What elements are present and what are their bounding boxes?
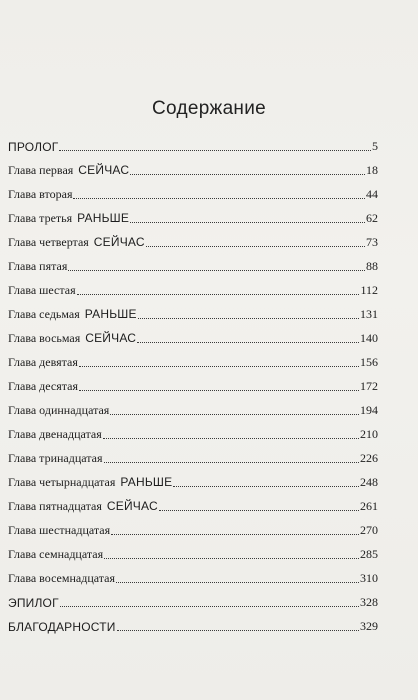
chapter-title: Глава семнадцатая xyxy=(8,547,104,561)
toc-entry-page: 131 xyxy=(360,307,378,321)
chapter-title: Глава четырнадцатая xyxy=(8,475,116,489)
toc-entry-label xyxy=(8,235,145,250)
chapter-title: Глава девятая xyxy=(8,355,78,369)
table-of-contents xyxy=(8,136,378,634)
toc-entry-page: 156 xyxy=(360,355,378,369)
toc-entry-page: 329 xyxy=(360,619,378,633)
chapter-title: Глава седьмая xyxy=(8,307,80,321)
dot-leader xyxy=(137,342,359,343)
chapter-timeframe: СЕЙЧАС xyxy=(106,499,158,513)
toc-entry-page: 88 xyxy=(366,259,378,273)
dot-leader xyxy=(104,558,359,559)
toc-entry-page: 270 xyxy=(360,523,378,537)
dot-leader xyxy=(146,246,365,247)
chapter-timeframe: РАНЬШЕ xyxy=(120,475,173,489)
dot-leader xyxy=(138,318,359,319)
toc-entry-page: 248 xyxy=(360,475,378,489)
toc-entry xyxy=(8,136,378,154)
dot-leader xyxy=(104,462,359,463)
toc-entry-page: 226 xyxy=(360,451,378,465)
chapter-title: Глава тринадцатая xyxy=(8,451,103,465)
toc-entry-label: ПРОЛОГ xyxy=(8,140,59,154)
toc-entry-page: 172 xyxy=(360,379,378,393)
dot-leader xyxy=(110,414,359,415)
toc-entry-label xyxy=(8,451,103,466)
toc-entry xyxy=(8,298,378,322)
dot-leader xyxy=(111,534,359,535)
toc-entry-label xyxy=(8,571,115,586)
toc-entry-label xyxy=(8,355,78,370)
dot-leader xyxy=(130,222,365,223)
toc-entry xyxy=(8,370,378,394)
toc-entry xyxy=(8,346,378,370)
toc-entry xyxy=(8,178,378,202)
dot-leader xyxy=(103,438,359,439)
chapter-title: Глава десятая xyxy=(8,379,78,393)
toc-entry-page: 44 xyxy=(366,187,378,201)
chapter-timeframe: СЕЙЧАС xyxy=(93,235,145,249)
toc-entry-page: 210 xyxy=(360,427,378,441)
toc-entry-page: 5 xyxy=(372,139,378,153)
dot-leader xyxy=(130,174,365,175)
toc-entry-page: 194 xyxy=(360,403,378,417)
dot-leader xyxy=(79,390,359,391)
toc-entry-page: 310 xyxy=(360,571,378,585)
toc-entry-label xyxy=(8,523,110,538)
toc-entry-label xyxy=(8,283,76,298)
toc-entry xyxy=(8,442,378,466)
chapter-title: Глава шестнадцатая xyxy=(8,523,111,537)
chapter-title: Глава восемнадцатая xyxy=(8,571,115,585)
chapter-timeframe: РАНЬШЕ xyxy=(77,211,130,225)
toc-entry xyxy=(8,538,378,562)
toc-entry-label xyxy=(8,211,129,226)
toc-entry-label xyxy=(8,163,129,178)
toc-entry xyxy=(8,250,378,274)
chapter-timeframe: СЕЙЧАС xyxy=(85,331,137,345)
dot-leader xyxy=(59,150,371,151)
toc-entry xyxy=(8,466,378,490)
toc-entry-label xyxy=(8,259,67,274)
toc-entry xyxy=(8,514,378,538)
chapter-title: Глава четвертая xyxy=(8,235,89,249)
toc-entry-page: 328 xyxy=(360,595,378,609)
chapter-title: Глава одиннадцатая xyxy=(8,403,110,417)
chapter-title: Глава пятая xyxy=(8,259,68,273)
dot-leader xyxy=(116,582,359,583)
toc-entry-page: 261 xyxy=(360,499,378,513)
chapter-timeframe: СЕЙЧАС xyxy=(78,163,130,177)
dot-leader xyxy=(73,198,365,199)
toc-entry xyxy=(8,562,378,586)
chapter-title: Глава третья xyxy=(8,211,73,225)
dot-leader xyxy=(159,510,359,511)
dot-leader xyxy=(68,270,365,271)
chapter-title: Глава первая xyxy=(8,163,74,177)
toc-entry-page: 73 xyxy=(366,235,378,249)
toc-entry xyxy=(8,610,378,634)
chapter-title: Глава двенадцатая xyxy=(8,427,102,441)
toc-entry xyxy=(8,586,378,610)
toc-entry-label: ЭПИЛОГ xyxy=(8,596,59,610)
toc-entry xyxy=(8,154,378,178)
toc-entry-page: 18 xyxy=(366,163,378,177)
chapter-title: Глава восьмая xyxy=(8,331,81,345)
dot-leader xyxy=(77,294,360,295)
chapter-title: Глава шестая xyxy=(8,283,76,297)
toc-entry-label xyxy=(8,475,172,490)
dot-leader xyxy=(79,366,359,367)
dot-leader xyxy=(60,606,359,607)
toc-entry-page: 285 xyxy=(360,547,378,561)
dot-leader xyxy=(117,630,359,631)
toc-entry xyxy=(8,226,378,250)
toc-entry-page: 62 xyxy=(366,211,378,225)
toc-entry xyxy=(8,418,378,442)
toc-entry-page: 140 xyxy=(360,331,378,345)
toc-entry xyxy=(8,322,378,346)
toc-entry-label xyxy=(8,547,103,562)
toc-entry-label xyxy=(8,331,136,346)
toc-entry-label xyxy=(8,379,78,394)
chapter-title: Глава вторая xyxy=(8,187,73,201)
page-title: Содержание xyxy=(151,98,267,119)
toc-entry-label xyxy=(8,403,109,418)
toc-entry-label xyxy=(8,499,158,514)
toc-entry-label xyxy=(8,307,137,322)
toc-entry-label: БЛАГОДАРНОСТИ xyxy=(8,620,116,634)
toc-entry xyxy=(8,274,378,298)
toc-entry xyxy=(8,394,378,418)
toc-entry xyxy=(8,202,378,226)
toc-entry-page: 112 xyxy=(360,283,378,297)
toc-entry xyxy=(8,490,378,514)
toc-entry-label xyxy=(8,427,102,442)
chapter-title: Глава пятнадцатая xyxy=(8,499,102,513)
toc-entry-label xyxy=(8,187,72,202)
dot-leader xyxy=(173,486,359,487)
chapter-timeframe: РАНЬШЕ xyxy=(84,307,137,321)
